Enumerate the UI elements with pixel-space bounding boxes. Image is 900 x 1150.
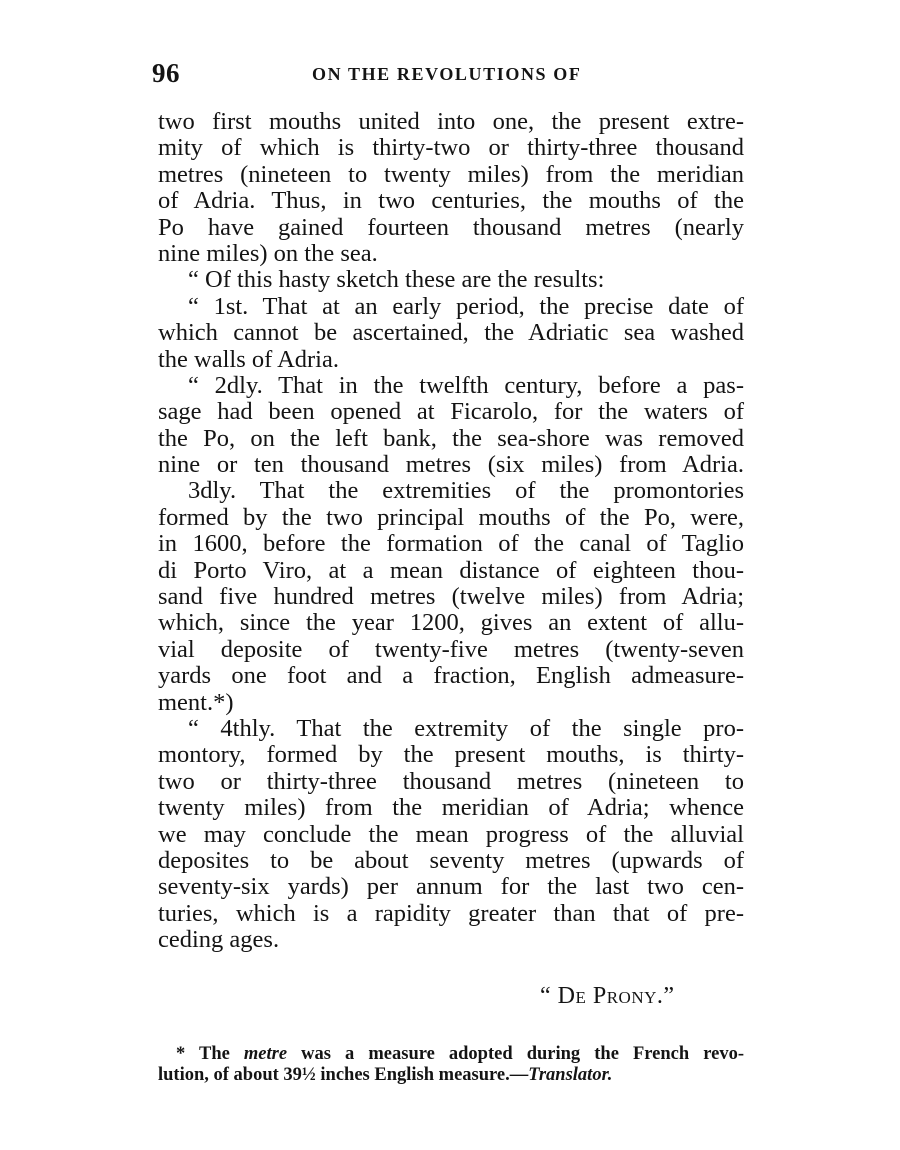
text-line: the Po, on the left bank, the sea-shore was removed [158, 424, 744, 452]
text-line: “ 1st. That at an early period, the precise date of [188, 292, 744, 320]
text-line: sand five hundred metres (twelve miles) from Adria; [158, 583, 744, 611]
footnote-marker: * [176, 1044, 186, 1064]
footnote-text: The [199, 1044, 230, 1064]
text-line: of Adria. Thus, in two centuries, the mouths of the [158, 187, 744, 215]
text-line: di Porto Viro, at a mean distance of eighteen thou- [158, 556, 744, 584]
text-line: metres (nineteen to twenty miles) from the meridian [158, 160, 744, 188]
text-line: twenty miles) from the meridian of Adria; whence [158, 794, 744, 822]
text-line: sage had been opened at Ficarolo, for the waters of [158, 398, 744, 426]
text-line: 3dly. That the extremities of the promontories [188, 477, 744, 505]
footnote-text: was a measure adopted during the French revo- [301, 1044, 744, 1064]
text-line: “ Of this hasty sketch these are the results: [188, 266, 605, 294]
text-line: ment.*) [158, 688, 234, 716]
body-text [158, 109, 744, 954]
text-line: mity of which is thirty-two or thirty-three thousand [158, 134, 744, 162]
text-line: two first mouths united into one, the present extre- [158, 108, 744, 135]
text-line: Po have gained fourteen thousand metres (nearly [158, 213, 744, 241]
text-line: ceding ages. [158, 926, 280, 954]
text-line: nine or ten thousand metres (six miles) from Adria. [158, 451, 744, 479]
text-line: vial deposite of twenty-five metres (twenty-seven [158, 635, 744, 663]
page-number: 96 [152, 58, 180, 88]
signature: “ De Prony.” [540, 983, 675, 1009]
footnote-line [158, 1044, 744, 1065]
text-line: in 1600, before the formation of the canal of Taglio [158, 530, 744, 558]
text-line: “ 2dly. That in the twelfth century, before a pas- [188, 371, 744, 399]
text-line: seventy-six yards) per annum for the last two cen- [158, 873, 744, 901]
footnote-translator-credit: Translator. [528, 1065, 613, 1085]
footnote-text: lution, of about 39½ inches English measure.— [158, 1065, 529, 1085]
text-line: nine miles) on the sea. [158, 239, 378, 267]
text-line: “ 4thly. That the extremity of the single pro- [188, 714, 744, 742]
text-line: turies, which is a rapidity greater than that of pre- [158, 899, 744, 927]
text-line: which, since the year 1200, gives an extent of allu- [158, 609, 744, 637]
page-header [152, 58, 752, 92]
footnote-line [158, 1065, 744, 1086]
running-head: ON THE REVOLUTIONS OF [312, 64, 582, 84]
text-line: montory, formed by the present mouths, is thirty- [158, 741, 744, 769]
text-line: two or thirty-three thousand metres (nineteen to [158, 767, 744, 795]
text-line: deposites to be about seventy metres (upwards of [158, 846, 744, 874]
text-line: yards one foot and a fraction, English admeasure- [158, 662, 744, 690]
text-line: which cannot be ascertained, the Adriatic sea washed [158, 319, 744, 347]
text-line: the walls of Adria. [158, 345, 339, 373]
text-line: formed by the two principal mouths of the Po, were, [158, 503, 744, 531]
footnote [158, 1044, 744, 1086]
text-line: we may conclude the mean progress of the alluvial [158, 820, 744, 848]
footnote-italic-word: metre [243, 1044, 288, 1064]
